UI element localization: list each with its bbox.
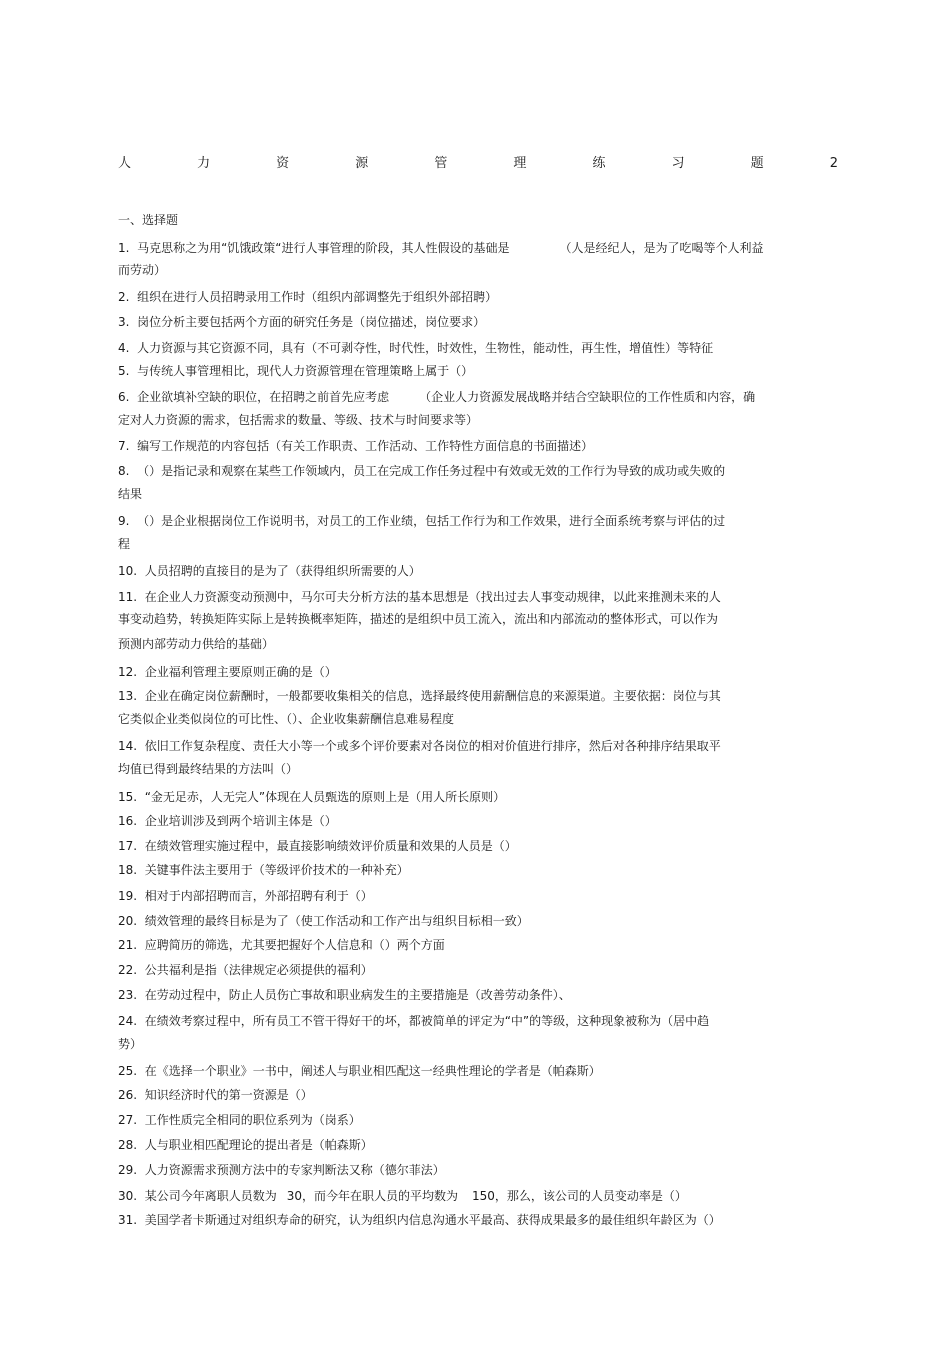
question-30 bbox=[118, 1188, 687, 1204]
question-14-line-2: 均值已得到最终结果的方法叫（） bbox=[118, 762, 299, 776]
question-7: 7. 编写工作规范的内容包括（有关工作职责、工作活动、工作特性方面信息的书面描述） bbox=[118, 439, 594, 453]
question-24-line-2: 势） bbox=[118, 1037, 143, 1051]
question-13-line-1: 13. 企业在确定岗位薪酬时，一般都要收集相关的信息，选择最终使用薪酬信息的来源渠道。主要依据：岗位与其 bbox=[118, 689, 721, 703]
title-char: 练 bbox=[592, 156, 606, 171]
question-8-line-2: 结果 bbox=[118, 487, 143, 501]
question-10: 10. 人员招聘的直接目的是为了（获得组织所需要的人） bbox=[118, 564, 421, 578]
question-6-line-1 bbox=[118, 389, 755, 405]
question-16: 16. 企业培训涉及到两个培训主体是（） bbox=[118, 814, 337, 828]
question-5: 5. 与传统人事管理相比，现代人力资源管理在管理策略上属于（） bbox=[118, 364, 474, 378]
question-31: 31. 美国学者卡斯通过对组织寿命的研究，认为组织内信息沟通水平最高、获得成果最多的最佳组织年龄区为（） bbox=[118, 1213, 721, 1227]
question-15: 15. “金无足赤，人无完人”体现在人员甄选的原则上是（用人所长原则） bbox=[118, 790, 506, 804]
question-23: 23. 在劳动过程中，防止人员伤亡事故和职业病发生的主要措施是（改善劳动条件）、 bbox=[118, 988, 571, 1002]
title-char: 力 bbox=[197, 156, 211, 171]
question-8-line-1: 8. （）是指记录和观察在某些工作领域内，员工在完成工作任务过程中有效或无效的工作行为导致的成功或失败的 bbox=[118, 464, 726, 478]
question-30-part-3: 150，那么，该公司的人员变动率是（） bbox=[472, 1189, 687, 1203]
question-6-answer: （企业人力资源发展战略并结合空缺职位的工作性质和内容，确 bbox=[419, 390, 756, 404]
question-27: 27. 工作性质完全相同的职位系列为（岗系） bbox=[118, 1113, 361, 1127]
title-char: 题 bbox=[750, 156, 764, 171]
question-11-line-3: 预测内部劳动力供给的基础） bbox=[118, 637, 275, 651]
title-char: 习 bbox=[671, 156, 685, 171]
title-char: 理 bbox=[513, 156, 527, 171]
question-18: 18. 关键事件法主要用于（等级评价技术的一种补充） bbox=[118, 863, 409, 877]
question-19: 19. 相对于内部招聘而言，外部招聘有利于（） bbox=[118, 889, 373, 903]
question-17: 17. 在绩效管理实施过程中，最直接影响绩效评价质量和效果的人员是（） bbox=[118, 839, 517, 853]
question-9-line-2: 程 bbox=[118, 537, 131, 551]
title-char: 管 bbox=[434, 156, 448, 171]
question-2: 2. 组织在进行人员招聘录用工作时（组织内部调整先于组织外部招聘） bbox=[118, 290, 498, 304]
question-12: 12. 企业福利管理主要原则正确的是（） bbox=[118, 665, 337, 679]
question-4: 4. 人力资源与其它资源不同，具有（不可剥夺性，时代性，时效性，生物性，能动性，再生性，增值性）等特征 bbox=[118, 341, 714, 355]
question-29: 29. 人力资源需求预测方法中的专家判断法又称（德尔菲法） bbox=[118, 1163, 445, 1177]
question-20: 20. 绩效管理的最终目标是为了（使工作活动和工作产出与组织目标相一致） bbox=[118, 914, 529, 928]
question-1-stem: 1. 马克思称之为用“饥饿政策“进行人事管理的阶段，其人性假设的基础是 bbox=[118, 241, 510, 255]
question-13-line-2: 它类似企业类似岗位的可比性、（）、企业收集薪酬信息难易程度 bbox=[118, 712, 455, 726]
title-char: 源 bbox=[355, 156, 369, 171]
question-1-line-2: 而劳动） bbox=[118, 263, 167, 277]
question-21: 21. 应聘简历的筛选，尤其要把握好个人信息和（）两个方面 bbox=[118, 938, 445, 952]
section-heading: 一、选择题 bbox=[118, 213, 179, 227]
question-25: 25. 在《选择一个职业》一书中，阐述人与职业相匹配这一经典性理论的学者是（帕森斯） bbox=[118, 1064, 601, 1078]
title-char: 人 bbox=[118, 156, 132, 171]
question-3: 3. 岗位分析主要包括两个方面的研究任务是（岗位描述，岗位要求） bbox=[118, 315, 486, 329]
page-title bbox=[118, 155, 838, 175]
question-24-line-1: 24. 在绩效考察过程中，所有员工不管干得好干的坏，都被简单的评定为“中”的等级，这种现象被称为（居中趋 bbox=[118, 1014, 710, 1028]
question-6-line-2: 定对人力资源的需求，包括需求的数量、等级、技术与时间要求等） bbox=[118, 413, 479, 427]
question-1-answer: （人是经纪人，是为了吃喝等个人利益 bbox=[559, 241, 764, 255]
question-30-part-2: 30，而今年在职人员的平均数为 bbox=[286, 1189, 458, 1203]
question-9-line-1: 9. （）是企业根据岗位工作说明书，对员工的工作业绩，包括工作行为和工作效果，进行全面系统考察与评估的过 bbox=[118, 514, 726, 528]
question-26: 26. 知识经济时代的第一资源是（） bbox=[118, 1088, 313, 1102]
title-char: 2 bbox=[829, 156, 838, 171]
question-28: 28. 人与职业相匹配理论的提出者是（帕森斯） bbox=[118, 1138, 373, 1152]
title-char: 资 bbox=[276, 156, 290, 171]
question-22: 22. 公共福利是指（法律规定必须提供的福利） bbox=[118, 963, 373, 977]
question-11-line-2: 事变动趋势，转换矩阵实际上是转换概率矩阵，描述的是组织中员工流入，流出和内部流动的整体形式，可以作为 bbox=[118, 612, 719, 626]
question-6-stem: 6. 企业欲填补空缺的职位，在招聘之前首先应考虑 bbox=[118, 390, 390, 404]
question-30-part-1: 30. 某公司今年离职人员数为 bbox=[118, 1189, 277, 1203]
question-14-line-1: 14. 依旧工作复杂程度、责任大小等一个或多个评价要素对各岗位的相对价值进行排序，然后对各种排序结果取平 bbox=[118, 739, 721, 753]
question-11-line-1: 11. 在企业人力资源变动预测中，马尔可夫分析方法的基本思想是（找出过去人事变动规律，以此来推测未来的人 bbox=[118, 590, 721, 604]
question-1-line-1 bbox=[118, 240, 764, 256]
